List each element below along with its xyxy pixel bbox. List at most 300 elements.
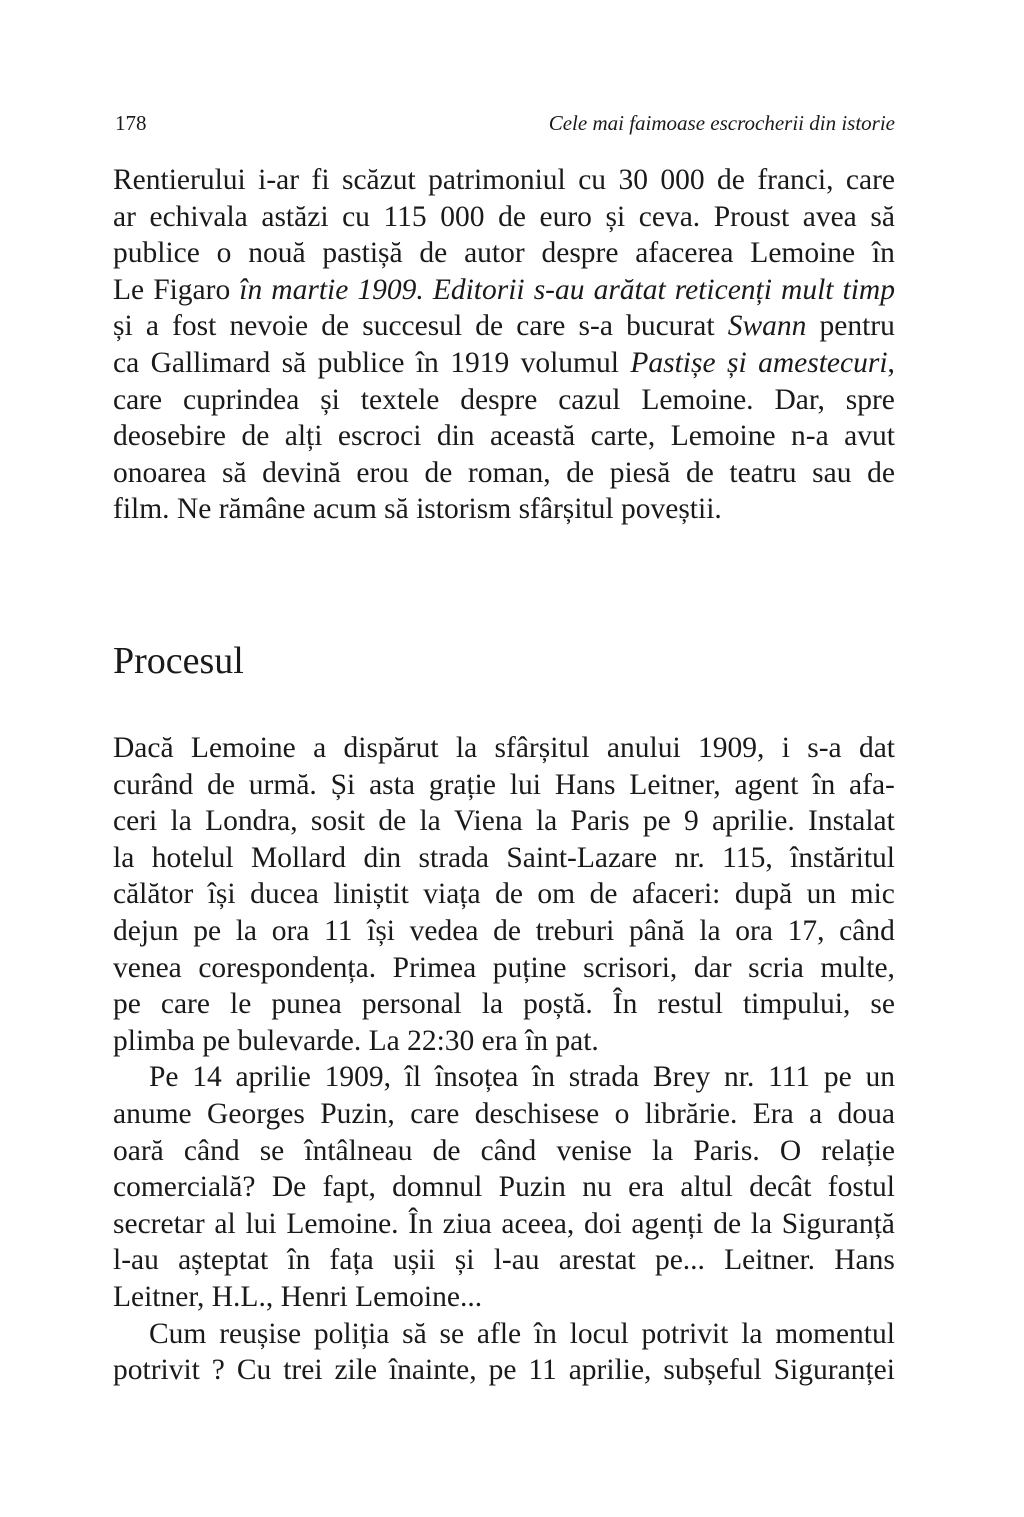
word: liniștit (333, 878, 409, 911)
word: strada (418, 841, 489, 874)
word: Figaro (153, 273, 231, 306)
word: avut (844, 420, 895, 453)
word: O (779, 1134, 802, 1167)
word: poștă. (523, 988, 593, 1021)
word: Dar, (774, 383, 825, 416)
word: spre (845, 383, 895, 416)
word: Rentierului (113, 164, 246, 196)
word: cazul (558, 383, 621, 416)
word: decât (749, 1171, 812, 1204)
word: de (867, 456, 895, 489)
word: scăzut (341, 164, 416, 196)
word: arestat (558, 1244, 636, 1277)
word: ca (113, 346, 140, 379)
word: le (230, 988, 252, 1021)
word: nevoie (229, 310, 309, 343)
word: venise (556, 1134, 632, 1167)
word: librărie. (644, 1097, 738, 1130)
word: bucurat (626, 310, 715, 343)
word: escroci (337, 420, 422, 453)
word: dejun (113, 914, 179, 947)
word: fi (311, 164, 330, 196)
word: Lemoine. (641, 383, 754, 416)
word: arătat (593, 273, 666, 306)
word: teatru (729, 456, 797, 489)
text-line (113, 950, 895, 987)
word: Pastișe (630, 346, 716, 379)
word: a (313, 732, 327, 764)
text-line (113, 876, 895, 913)
word: nr. (724, 1061, 755, 1094)
word: pe (823, 1061, 852, 1094)
word: publice (113, 237, 200, 270)
word: fostul (827, 1171, 895, 1204)
word: sfârșitul (518, 493, 614, 526)
word: martie (271, 273, 349, 306)
word: devină (262, 456, 341, 489)
word: afle (476, 1317, 522, 1350)
word: și (113, 310, 133, 343)
section-heading: Procesul (113, 640, 244, 682)
word: pe... (654, 1244, 705, 1277)
word: Lemoine... (355, 1280, 483, 1313)
text-line (113, 913, 895, 950)
word: la (750, 1207, 773, 1240)
word: restul (657, 988, 723, 1021)
word: ușii (392, 1244, 436, 1277)
word: venea (113, 951, 182, 984)
word: la (481, 988, 504, 1021)
word: această (489, 420, 576, 453)
word: la (535, 805, 558, 838)
word: Viena (454, 805, 523, 838)
word: 115 (383, 200, 427, 233)
text-line (113, 162, 895, 199)
word: pe (113, 988, 141, 1021)
word: volumul (520, 346, 619, 379)
word: la (699, 914, 721, 947)
word: Puzin (498, 1171, 566, 1204)
word: astăzi (261, 200, 329, 233)
word: zile (334, 1354, 378, 1387)
word: care (160, 988, 210, 1021)
word: nu (582, 1171, 612, 1204)
word: Brey (652, 1061, 711, 1094)
word: sfârșitul (494, 732, 590, 764)
word: 11 (528, 1354, 557, 1387)
word: însoțea (434, 1061, 519, 1094)
word: Saint-Lazare (506, 841, 658, 874)
section-body (113, 730, 895, 1389)
word: Henri (280, 1280, 348, 1313)
paragraph-1 (113, 162, 895, 528)
word: pentru (819, 310, 895, 343)
word: De (271, 1171, 307, 1204)
word: ora (271, 914, 310, 947)
word: cu (342, 200, 370, 233)
word: se (870, 988, 895, 1021)
word: erou (356, 456, 409, 489)
word: să (870, 200, 895, 233)
word: aprilie, (568, 1354, 652, 1387)
word: Dacă (113, 732, 174, 764)
word: la (419, 805, 441, 838)
word: ar (113, 200, 136, 233)
text-line (113, 491, 895, 528)
word: de (241, 420, 270, 453)
word: ziua (442, 1207, 492, 1240)
word: aceea, (501, 1207, 575, 1240)
word: 000 (440, 200, 485, 233)
word: ora (735, 914, 773, 947)
word: călător (113, 878, 194, 911)
word: pe (488, 1354, 517, 1387)
text-line (113, 1206, 895, 1243)
word: puține (492, 951, 567, 984)
word: în (287, 1244, 311, 1277)
word: 9 (683, 805, 699, 838)
text-line (113, 1352, 895, 1389)
word: istorism (416, 493, 512, 526)
word: în (812, 768, 836, 801)
word: din (363, 841, 402, 874)
text-line (113, 986, 895, 1023)
word: despre (460, 383, 538, 416)
word: Leitner, (113, 1280, 205, 1313)
word: potrivit (113, 1354, 200, 1387)
word: de (321, 310, 350, 343)
word: se (439, 1317, 465, 1350)
word: aprilie. (711, 805, 795, 838)
word: bulevarde. (237, 1024, 362, 1057)
word: se (259, 1134, 285, 1167)
word: ceva. (638, 200, 701, 233)
word: Lemoine (670, 420, 776, 453)
word: n-a (791, 420, 829, 453)
word: pastișă (322, 237, 403, 270)
word: își (207, 878, 236, 911)
word: de (424, 456, 453, 489)
word: a (145, 310, 159, 343)
word: secretar (113, 1207, 205, 1240)
word: În (408, 1207, 433, 1240)
word: succesul (362, 310, 463, 343)
word: scrisori, (583, 951, 678, 984)
word: de (717, 164, 745, 196)
word: din (436, 420, 475, 453)
word: strada (568, 1061, 640, 1094)
word: 11 (324, 914, 353, 947)
text-line (113, 803, 895, 840)
word: Siguranței (773, 1354, 895, 1387)
word: 14 (192, 1061, 222, 1094)
word: Paris. (693, 1134, 760, 1167)
word: lui (245, 1207, 277, 1240)
word: domnul (392, 1171, 483, 1204)
word: de (475, 310, 504, 343)
word: 17, (787, 914, 825, 947)
word: 000 (660, 164, 705, 196)
word: Ne (176, 493, 212, 526)
word: Georges (207, 1097, 305, 1130)
word: era (628, 1171, 665, 1204)
text-line (113, 1316, 895, 1353)
word: i (781, 732, 790, 764)
word: personal (361, 988, 462, 1021)
word: film. (113, 493, 170, 526)
text-line (113, 1242, 895, 1279)
word: de (493, 914, 521, 947)
word: comercială? (113, 1171, 256, 1204)
word: carte, (590, 420, 656, 453)
word: la (455, 732, 478, 764)
word: s-au (533, 273, 585, 306)
word: o (216, 237, 232, 270)
word: dar (693, 951, 732, 984)
word: și (320, 383, 340, 416)
word: care (113, 383, 163, 416)
word: altul (680, 1171, 733, 1204)
word: avea (802, 200, 857, 233)
word: Londra, (205, 805, 298, 838)
word: hotelul (151, 841, 234, 874)
word: punea (271, 988, 342, 1021)
word: scria (748, 951, 804, 984)
paragraph-3 (113, 1059, 895, 1315)
word: Leitner. (724, 1244, 816, 1277)
word: Le (113, 273, 145, 306)
word: H.L., (211, 1280, 274, 1313)
word: își (367, 914, 395, 947)
word: rămâne (218, 493, 306, 526)
word: afa- (849, 768, 895, 801)
text-line (113, 1059, 895, 1096)
word: aprilie (235, 1061, 311, 1094)
word: roman, (467, 456, 551, 489)
word: l-au (493, 1244, 540, 1277)
word: mic (850, 878, 895, 911)
word: onoarea (113, 456, 207, 489)
word: viața (423, 878, 481, 911)
word: 1909, (324, 1061, 391, 1094)
word: Lemoine (750, 237, 856, 270)
word: În (612, 988, 638, 1021)
word: sau (812, 456, 852, 489)
word: Editorii (432, 273, 525, 306)
word: 1909, (697, 732, 765, 764)
word: despre (541, 237, 619, 270)
text-line (113, 730, 895, 767)
word: cu (578, 164, 607, 196)
word: Puzin, (320, 1097, 395, 1130)
word: 1909. (357, 273, 424, 306)
word: un (806, 878, 837, 911)
word: lui (509, 768, 541, 801)
word: Cu (236, 1354, 272, 1387)
word: al (214, 1207, 236, 1240)
word: autor (464, 237, 525, 270)
page-number: 178 (115, 111, 147, 135)
word: dispărut (343, 732, 439, 764)
word: Era (752, 1097, 794, 1130)
word: pe (202, 1024, 231, 1057)
text-line (113, 1096, 895, 1133)
word: timpului, (742, 988, 851, 1021)
word: poliția (313, 1317, 390, 1350)
word: și (726, 346, 747, 379)
word: pat. (555, 1024, 599, 1057)
word: anului (606, 732, 681, 764)
word: fapt, (322, 1171, 376, 1204)
word: Gallimard (150, 346, 271, 379)
word: locul (569, 1317, 629, 1350)
word: îl (404, 1061, 422, 1094)
word: corespondența. (198, 951, 377, 984)
text-line (113, 418, 895, 455)
word: Cum (149, 1317, 207, 1350)
word: până (628, 914, 685, 947)
word: era (481, 1024, 518, 1057)
word: la (235, 914, 258, 947)
word: publice (317, 346, 405, 379)
word: dat (858, 732, 895, 764)
word: s-a (578, 310, 613, 343)
word: de (589, 878, 618, 911)
text-line (113, 382, 895, 419)
word: la (170, 805, 192, 838)
word: să (402, 1317, 427, 1350)
word: patrimoniul (428, 164, 566, 196)
running-header (113, 108, 895, 138)
word: de (419, 237, 448, 270)
word: pe (193, 914, 222, 947)
word: care (845, 164, 895, 196)
word: anume (113, 1097, 192, 1130)
word: un (865, 1061, 895, 1094)
word: l-au (113, 1244, 159, 1277)
word: ceri (113, 805, 158, 838)
word: reușise (219, 1317, 302, 1350)
word: alți (284, 420, 323, 453)
word: înstăritul (790, 841, 895, 874)
word: i-ar (258, 164, 300, 196)
word: om (537, 878, 576, 911)
word: în (533, 1317, 557, 1350)
text-line (113, 235, 895, 272)
word: înainte, (388, 1354, 477, 1387)
word: momentul (775, 1317, 895, 1350)
text-line (113, 1279, 895, 1316)
word: după (734, 878, 793, 911)
paragraph-2 (113, 730, 895, 1059)
word: Hans (554, 768, 616, 801)
word: franci, (757, 164, 834, 196)
text-line (113, 1133, 895, 1170)
word: să (384, 493, 409, 526)
word: și (454, 1244, 475, 1277)
word: poveștii. (620, 493, 722, 526)
word: care (516, 310, 566, 343)
word: timp (842, 273, 895, 306)
word: în (525, 1024, 549, 1057)
word: ? (211, 1354, 225, 1387)
word: Primea (392, 951, 477, 984)
word: de (207, 768, 235, 801)
word: ducea (250, 878, 319, 911)
word: în (871, 237, 895, 270)
word: echivala (149, 200, 248, 233)
word: acum (312, 493, 377, 526)
word: să (221, 456, 247, 489)
word: agent (734, 768, 799, 801)
word: la (113, 841, 135, 874)
word: o (614, 1097, 630, 1130)
word: Mollard (251, 841, 347, 874)
word: cuprindea (183, 383, 300, 416)
word: reticenți (674, 273, 772, 306)
word: piesă (609, 456, 671, 489)
word: a (809, 1097, 823, 1130)
word: doua (837, 1097, 895, 1130)
word: de (498, 200, 526, 233)
word: trei (283, 1354, 323, 1387)
word: Și (330, 768, 356, 801)
word: Lemoine (190, 732, 296, 764)
word: 1919 (450, 346, 510, 379)
word: de (495, 878, 523, 911)
word: Pe (149, 1061, 179, 1094)
word: afacerea (635, 237, 734, 270)
word: Swann (727, 310, 807, 343)
text-line (113, 767, 895, 804)
word: așteptat (178, 1244, 269, 1277)
word: 30 (618, 164, 648, 196)
word: treburi (535, 914, 615, 947)
word: nr. (674, 841, 705, 874)
word: nouă (248, 237, 306, 270)
word: de (566, 456, 595, 489)
word: Siguranță (781, 1207, 895, 1240)
word: s-a (807, 732, 842, 764)
word: urmă. (248, 768, 317, 801)
word: în (532, 1061, 556, 1094)
word: Instalat (808, 805, 895, 838)
running-title: Cele mai faimoase escrocherii din istorie (548, 111, 895, 135)
word: 22:30 (407, 1024, 475, 1057)
word: de (432, 1134, 461, 1167)
text-line (113, 455, 895, 492)
word: multe, (820, 951, 895, 984)
word: de (685, 456, 714, 489)
word: și (605, 200, 626, 233)
word: 111 (768, 1061, 811, 1094)
text-line (113, 272, 895, 309)
paragraph-4 (113, 1316, 895, 1389)
word: Proust (713, 200, 790, 233)
text-line (113, 345, 895, 382)
word: agenți (631, 1207, 704, 1240)
word: potrivit (641, 1317, 729, 1350)
text-line (113, 840, 895, 877)
word: de (378, 805, 407, 838)
text-line (113, 308, 895, 345)
word: deschisese (474, 1097, 600, 1130)
word: deosebire (113, 420, 227, 453)
word: de (713, 1207, 742, 1240)
word: Lemoine. (286, 1207, 399, 1240)
word: plimba (113, 1024, 195, 1057)
word: pe (642, 805, 671, 838)
